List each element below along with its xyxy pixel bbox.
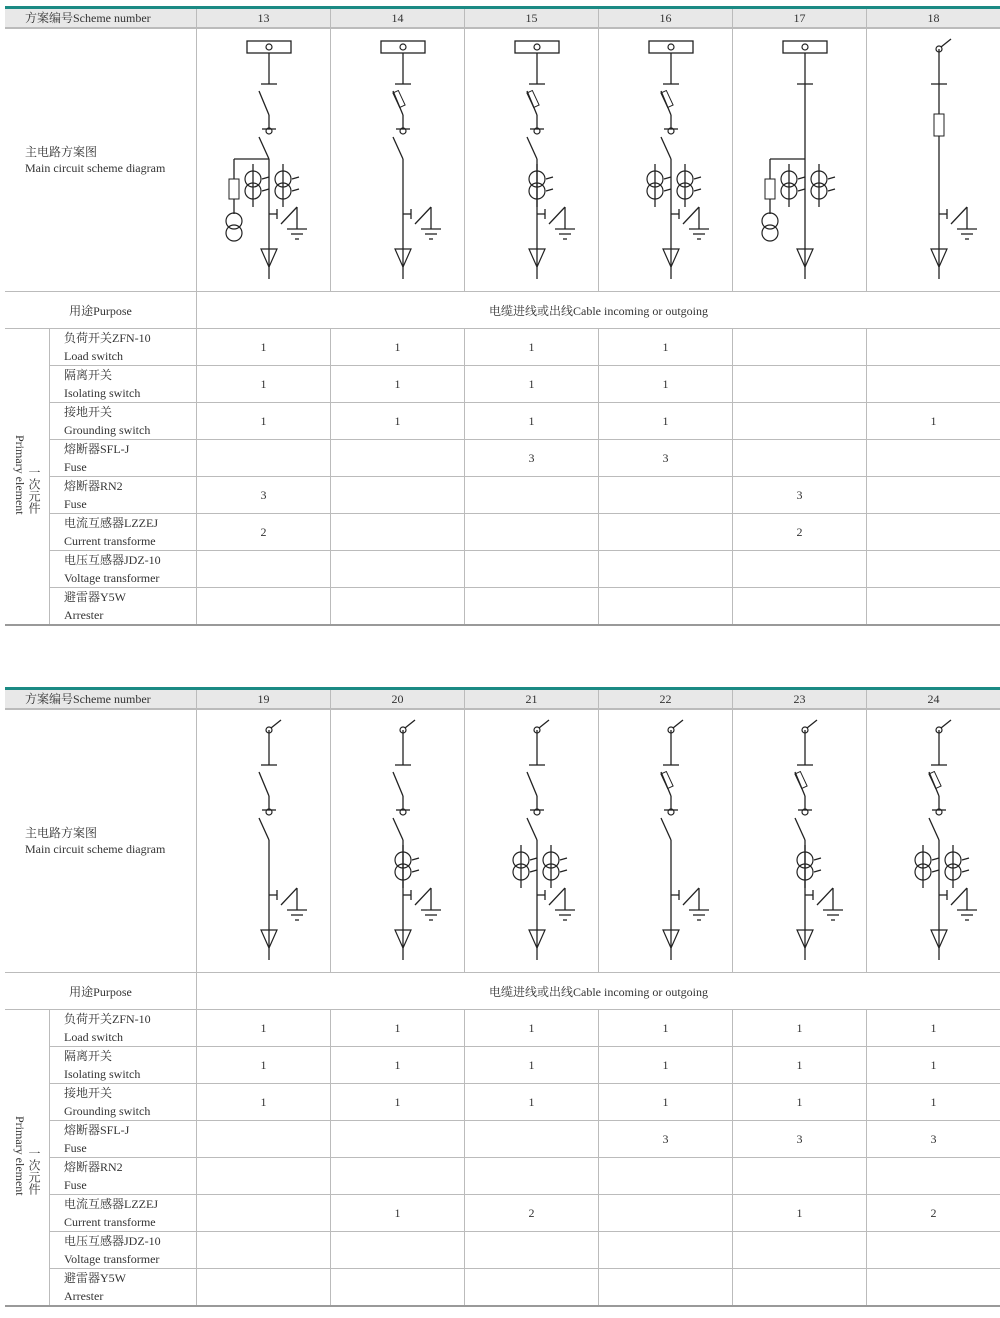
item-quantity: 1 [867, 1010, 1000, 1047]
item-label-cn: 熔断器SFL-J [64, 1123, 130, 1137]
item-quantity [331, 514, 465, 551]
item-quantity [599, 551, 733, 588]
item-label-cn: 避雷器Y5W [64, 590, 126, 604]
circuit-diagram [333, 710, 463, 972]
item-label-en: Voltage transformer [64, 571, 160, 585]
primary-element-group [5, 1010, 50, 1307]
item-label-en: Isolating switch [64, 1067, 141, 1081]
item-label-cn: 避雷器Y5W [64, 1271, 126, 1285]
group-label-en: Primary element [13, 1115, 27, 1196]
item-quantity [197, 588, 331, 626]
item-quantity [331, 1232, 465, 1269]
item-quantity: 3 [733, 1121, 867, 1158]
item-label [50, 440, 197, 477]
item-quantity [733, 1269, 867, 1307]
item-quantity: 2 [867, 1195, 1000, 1232]
scheme-number: 13 [197, 8, 331, 29]
item-label-en: Grounding switch [64, 1104, 151, 1118]
diagram-cell [733, 709, 867, 973]
item-quantity: 1 [465, 366, 599, 403]
item-quantity [465, 1158, 599, 1195]
item-quantity: 3 [599, 440, 733, 477]
diagram-label [5, 28, 197, 292]
diagram-cell [331, 28, 465, 292]
diagram-cell [599, 709, 733, 973]
item-quantity: 1 [197, 366, 331, 403]
item-label-cn: 电流互感器LZZEJ [64, 516, 158, 530]
item-quantity [331, 1158, 465, 1195]
item-label-en: Fuse [64, 1141, 87, 1155]
item-label-en: Load switch [64, 349, 123, 363]
item-quantity: 2 [465, 1195, 599, 1232]
item-quantity [331, 477, 465, 514]
scheme-number: 23 [733, 689, 867, 710]
scheme-number: 17 [733, 8, 867, 29]
item-quantity [331, 551, 465, 588]
item-quantity [465, 477, 599, 514]
diagram-label [5, 709, 197, 973]
diagram-cell [733, 28, 867, 292]
item-quantity [197, 1232, 331, 1269]
scheme-table-2 [5, 687, 1000, 1307]
circuit-diagram [869, 29, 999, 291]
item-label-cn: 隔离开关 [64, 1049, 113, 1063]
item-quantity: 1 [867, 1047, 1000, 1084]
diagram-cell [599, 28, 733, 292]
item-quantity [197, 1269, 331, 1307]
item-quantity: 1 [331, 1047, 465, 1084]
diagram-cell [197, 709, 331, 973]
item-quantity: 3 [465, 440, 599, 477]
item-quantity [465, 1232, 599, 1269]
item-label [50, 1084, 197, 1121]
item-quantity: 3 [733, 477, 867, 514]
item-quantity: 1 [599, 329, 733, 366]
item-quantity [867, 366, 1000, 403]
item-quantity: 1 [331, 366, 465, 403]
item-quantity: 1 [331, 329, 465, 366]
item-quantity [733, 1158, 867, 1195]
purpose-value: 电缆进线或出线Cable incoming or outgoing [197, 973, 1000, 1010]
circuit-diagram [601, 29, 731, 291]
group-label-cn: 一次元件 [27, 1147, 41, 1196]
item-quantity [197, 1158, 331, 1195]
diagram-cell [867, 709, 1000, 973]
item-quantity [733, 440, 867, 477]
item-quantity [733, 551, 867, 588]
item-quantity [197, 440, 331, 477]
scheme-number-label: 方案编号Scheme number [5, 8, 197, 29]
circuit-diagram [869, 710, 999, 972]
item-quantity [331, 1121, 465, 1158]
diagram-label-cn: 主电路方案图 [25, 826, 98, 840]
item-quantity [733, 366, 867, 403]
item-label-en: Load switch [64, 1030, 123, 1044]
item-quantity: 1 [599, 1084, 733, 1121]
item-label [50, 588, 197, 626]
item-label-en: Arrester [64, 1289, 104, 1303]
item-label [50, 551, 197, 588]
item-quantity: 1 [599, 1010, 733, 1047]
item-quantity: 1 [733, 1047, 867, 1084]
diagram-cell [465, 709, 599, 973]
scheme-number: 21 [465, 689, 599, 710]
item-label-en: Fuse [64, 497, 87, 511]
item-quantity: 1 [599, 1047, 733, 1084]
item-label [50, 477, 197, 514]
item-quantity: 1 [599, 403, 733, 440]
group-label-en: Primary element [13, 434, 27, 515]
item-quantity [867, 1269, 1000, 1307]
item-quantity [465, 1269, 599, 1307]
item-quantity [867, 551, 1000, 588]
item-quantity [733, 588, 867, 626]
item-quantity [867, 1158, 1000, 1195]
item-quantity: 1 [465, 403, 599, 440]
item-quantity: 1 [733, 1084, 867, 1121]
item-quantity: 2 [197, 514, 331, 551]
scheme-number: 22 [599, 689, 733, 710]
item-label-cn: 接地开关 [64, 1086, 113, 1100]
item-quantity [867, 588, 1000, 626]
circuit-diagram [735, 710, 865, 972]
item-quantity [867, 1232, 1000, 1269]
scheme-number: 20 [331, 689, 465, 710]
item-quantity: 1 [197, 329, 331, 366]
item-label-cn: 负荷开关ZFN-10 [64, 1012, 151, 1026]
item-label-en: Voltage transformer [64, 1252, 160, 1266]
scheme-number: 15 [465, 8, 599, 29]
item-quantity: 3 [599, 1121, 733, 1158]
item-quantity: 1 [733, 1195, 867, 1232]
item-quantity [599, 588, 733, 626]
item-quantity [599, 1269, 733, 1307]
scheme-number-label: 方案编号Scheme number [5, 689, 197, 710]
item-quantity [733, 1232, 867, 1269]
item-quantity: 1 [867, 403, 1000, 440]
item-quantity [599, 477, 733, 514]
item-quantity: 1 [599, 366, 733, 403]
item-quantity [867, 477, 1000, 514]
item-label-en: Current transforme [64, 534, 156, 548]
item-label-en: Arrester [64, 608, 104, 622]
circuit-diagram [735, 29, 865, 291]
item-label [50, 1047, 197, 1084]
item-label [50, 1010, 197, 1047]
primary-element-group [5, 329, 50, 626]
diagram-cell [197, 28, 331, 292]
item-label-cn: 隔离开关 [64, 368, 113, 382]
item-label-cn: 电压互感器JDZ-10 [64, 553, 161, 567]
item-quantity [867, 440, 1000, 477]
diagram-cell [465, 28, 599, 292]
item-quantity: 3 [867, 1121, 1000, 1158]
item-label-cn: 熔断器RN2 [64, 1160, 123, 1174]
circuit-diagram [601, 710, 731, 972]
circuit-diagram [467, 710, 597, 972]
purpose-label: 用途Purpose [5, 973, 197, 1010]
item-quantity [733, 329, 867, 366]
item-label-cn: 电流互感器LZZEJ [64, 1197, 158, 1211]
item-quantity [733, 403, 867, 440]
scheme-number: 14 [331, 8, 465, 29]
item-label-en: Isolating switch [64, 386, 141, 400]
item-quantity [331, 440, 465, 477]
item-quantity [599, 514, 733, 551]
diagram-cell [867, 28, 1000, 292]
item-quantity: 1 [197, 1084, 331, 1121]
item-quantity [331, 588, 465, 626]
circuit-diagram [199, 710, 329, 972]
diagram-cell [331, 709, 465, 973]
item-label-cn: 负荷开关ZFN-10 [64, 331, 151, 345]
purpose-value: 电缆进线或出线Cable incoming or outgoing [197, 292, 1000, 329]
item-label [50, 1195, 197, 1232]
group-label-cn: 一次元件 [27, 466, 41, 515]
circuit-diagram [467, 29, 597, 291]
item-label-en: Fuse [64, 1178, 87, 1192]
item-quantity: 1 [331, 1084, 465, 1121]
item-label [50, 1121, 197, 1158]
item-quantity: 1 [465, 1010, 599, 1047]
item-quantity: 1 [465, 1084, 599, 1121]
item-quantity [867, 514, 1000, 551]
diagram-label-en: Main circuit scheme diagram [25, 842, 166, 856]
item-label-en: Fuse [64, 460, 87, 474]
item-label-cn: 接地开关 [64, 405, 113, 419]
scheme-number: 24 [867, 689, 1000, 710]
item-quantity: 1 [733, 1010, 867, 1047]
scheme-number: 18 [867, 8, 1000, 29]
scheme-number: 19 [197, 689, 331, 710]
item-quantity: 1 [465, 329, 599, 366]
item-quantity: 1 [331, 403, 465, 440]
item-quantity: 1 [197, 1010, 331, 1047]
item-quantity [599, 1158, 733, 1195]
purpose-label: 用途Purpose [5, 292, 197, 329]
item-quantity: 3 [197, 477, 331, 514]
item-label-en: Grounding switch [64, 423, 151, 437]
circuit-diagram [199, 29, 329, 291]
item-quantity [465, 514, 599, 551]
item-quantity: 1 [867, 1084, 1000, 1121]
item-quantity [599, 1232, 733, 1269]
item-quantity: 1 [331, 1010, 465, 1047]
item-quantity: 1 [331, 1195, 465, 1232]
item-quantity [465, 1121, 599, 1158]
diagram-label-cn: 主电路方案图 [25, 145, 98, 159]
item-label [50, 1269, 197, 1307]
diagram-label-en: Main circuit scheme diagram [25, 161, 166, 175]
item-quantity: 2 [733, 514, 867, 551]
item-label [50, 366, 197, 403]
item-quantity [197, 551, 331, 588]
scheme-table-1 [5, 6, 1000, 626]
item-label-en: Current transforme [64, 1215, 156, 1229]
item-label-cn: 熔断器RN2 [64, 479, 123, 493]
item-label [50, 514, 197, 551]
item-label [50, 1158, 197, 1195]
item-quantity [197, 1195, 331, 1232]
item-quantity [197, 1121, 331, 1158]
item-label [50, 329, 197, 366]
item-label-cn: 电压互感器JDZ-10 [64, 1234, 161, 1248]
item-quantity: 1 [197, 1047, 331, 1084]
circuit-diagram [333, 29, 463, 291]
item-quantity [331, 1269, 465, 1307]
item-quantity [465, 551, 599, 588]
item-quantity [867, 329, 1000, 366]
scheme-number: 16 [599, 8, 733, 29]
item-label-cn: 熔断器SFL-J [64, 442, 130, 456]
item-quantity: 1 [465, 1047, 599, 1084]
item-label [50, 1232, 197, 1269]
item-quantity [599, 1195, 733, 1232]
item-quantity: 1 [197, 403, 331, 440]
item-label [50, 403, 197, 440]
item-quantity [465, 588, 599, 626]
